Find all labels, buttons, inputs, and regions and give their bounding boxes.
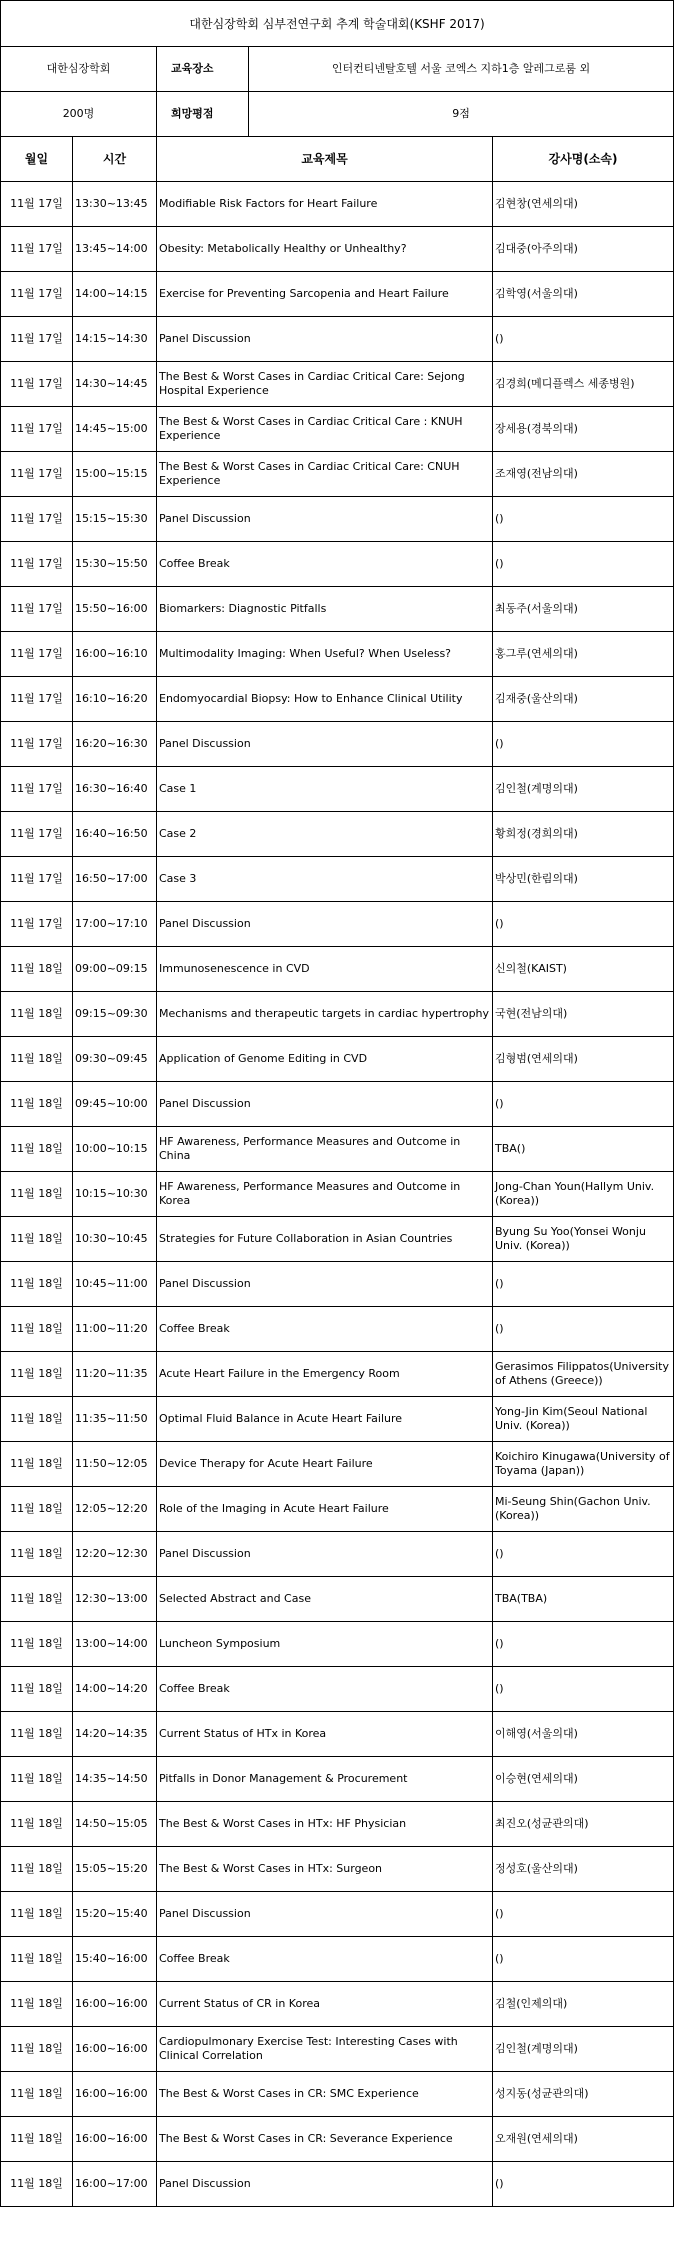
cell-topic: Strategies for Future Collaboration in Asian Countries — [157, 1217, 493, 1262]
cell-date: 11월 17일 — [1, 362, 73, 407]
cell-topic: Modifiable Risk Factors for Heart Failure — [157, 182, 493, 227]
cell-speaker: 김철(인제의대) — [493, 1982, 674, 2027]
table-row — [1, 1982, 674, 2027]
table-row — [1, 2117, 674, 2162]
table-row — [1, 1622, 674, 1667]
cell-speaker: 국현(전남의대) — [493, 992, 674, 1037]
table-row — [1, 1937, 674, 1982]
cell-date: 11월 18일 — [1, 1262, 73, 1307]
table-row — [1, 362, 674, 407]
venue: 인터컨티넨탈호텔 서울 코엑스 지하1층 알레그로룸 외 — [331, 62, 591, 75]
cell-time: 10:15~10:30 — [73, 1172, 157, 1217]
cell-topic: Coffee Break — [157, 542, 493, 587]
cell-speaker: () — [493, 1307, 674, 1352]
cell-speaker: 홍그루(연세의대) — [493, 632, 674, 677]
cell-speaker: 오재원(연세의대) — [493, 2117, 674, 2162]
cell-topic: HF Awareness, Performance Measures and Outcome in Korea — [157, 1172, 493, 1217]
table-row — [1, 947, 674, 992]
cell-topic: Case 2 — [157, 812, 493, 857]
cell-date: 11월 18일 — [1, 1847, 73, 1892]
cell-speaker: Koichiro Kinugawa(University of Toyama (Japan)) — [493, 1442, 674, 1487]
cell-time: 15:30~15:50 — [73, 542, 157, 587]
column-header-speaker: 강사명(소속) — [493, 137, 674, 182]
table-row — [1, 1037, 674, 1082]
column-header-topic: 교육제목 — [157, 137, 493, 182]
cell-speaker: Yong-Jin Kim(Seoul National Univ. (Korea)) — [493, 1397, 674, 1442]
cell-topic: Coffee Break — [157, 1667, 493, 1712]
cell-time: 12:05~12:20 — [73, 1487, 157, 1532]
cell-topic: The Best & Worst Cases in HTx: Surgeon — [157, 1847, 493, 1892]
cell-date: 11월 17일 — [1, 722, 73, 767]
table-row — [1, 2162, 674, 2207]
table-row — [1, 227, 674, 272]
cell-time: 16:30~16:40 — [73, 767, 157, 812]
cell-time: 11:00~11:20 — [73, 1307, 157, 1352]
cell-date: 11월 18일 — [1, 2027, 73, 2072]
cell-time: 17:00~17:10 — [73, 902, 157, 947]
cell-speaker: () — [493, 1082, 674, 1127]
cell-date: 11월 18일 — [1, 1982, 73, 2027]
cell-time: 10:45~11:00 — [73, 1262, 157, 1307]
cell-date: 11월 18일 — [1, 1442, 73, 1487]
cell-topic: Panel Discussion — [157, 1082, 493, 1127]
cell-topic: Panel Discussion — [157, 1262, 493, 1307]
cell-time: 16:00~16:10 — [73, 632, 157, 677]
cell-date: 11월 18일 — [1, 1577, 73, 1622]
cell-topic: Panel Discussion — [157, 2162, 493, 2207]
cell-topic: Case 1 — [157, 767, 493, 812]
table-row — [1, 1352, 674, 1397]
cell-speaker: () — [493, 1892, 674, 1937]
organizer: 대한심장학회 — [1, 47, 157, 92]
table-row — [1, 2072, 674, 2117]
cell-date: 11월 18일 — [1, 1757, 73, 1802]
cell-date: 11월 18일 — [1, 1667, 73, 1712]
cell-topic: Case 3 — [157, 857, 493, 902]
cell-topic: Biomarkers: Diagnostic Pitfalls — [157, 587, 493, 632]
table-row — [1, 722, 674, 767]
cell-time: 15:20~15:40 — [73, 1892, 157, 1937]
cell-topic: Endomyocardial Biopsy: How to Enhance Clinical Utility — [157, 677, 493, 722]
cell-speaker: () — [493, 1622, 674, 1667]
table-row — [1, 1757, 674, 1802]
cell-topic: Pitfalls in Donor Management & Procurement — [157, 1757, 493, 1802]
cell-date: 11월 17일 — [1, 857, 73, 902]
cell-time: 16:40~16:50 — [73, 812, 157, 857]
cell-date: 11월 17일 — [1, 767, 73, 812]
cell-time: 10:00~10:15 — [73, 1127, 157, 1172]
table-row — [1, 1307, 674, 1352]
cell-speaker: 신의철(KAIST) — [493, 947, 674, 992]
table-row — [1, 1892, 674, 1937]
table-row — [1, 1082, 674, 1127]
cell-topic: The Best & Worst Cases in HTx: HF Physician — [157, 1802, 493, 1847]
event-title: 대한심장학회 심부전연구회 추계 학술대회(KSHF 2017) — [1, 1, 674, 47]
table-row — [1, 632, 674, 677]
schedule-rows — [1, 182, 674, 2207]
table-row — [1, 767, 674, 812]
cell-topic: The Best & Worst Cases in Cardiac Critical Care: CNUH Experience — [157, 452, 493, 497]
table-row — [1, 587, 674, 632]
cell-topic: Panel Discussion — [157, 722, 493, 767]
cell-date: 11월 18일 — [1, 1397, 73, 1442]
cell-time: 12:20~12:30 — [73, 1532, 157, 1577]
table-row — [1, 1577, 674, 1622]
cell-speaker: 이승현(연세의대) — [493, 1757, 674, 1802]
cell-topic: The Best & Worst Cases in Cardiac Critical Care : KNUH Experience — [157, 407, 493, 452]
cell-time: 11:20~11:35 — [73, 1352, 157, 1397]
cell-date: 11월 18일 — [1, 1307, 73, 1352]
table-row — [1, 677, 674, 722]
points: 9점 — [452, 107, 470, 120]
cell-speaker: TBA() — [493, 1127, 674, 1172]
cell-time: 14:45~15:00 — [73, 407, 157, 452]
cell-time: 16:50~17:00 — [73, 857, 157, 902]
cell-speaker: 이해영(서울의대) — [493, 1712, 674, 1757]
cell-topic: Application of Genome Editing in CVD — [157, 1037, 493, 1082]
cell-speaker: 김경희(메디플렉스 세종병원) — [493, 362, 674, 407]
cell-topic: Obesity: Metabolically Healthy or Unhealthy? — [157, 227, 493, 272]
cell-date: 11월 18일 — [1, 1172, 73, 1217]
table-row — [1, 452, 674, 497]
cell-speaker: 김인철(계명의대) — [493, 2027, 674, 2072]
cell-speaker: () — [493, 1667, 674, 1712]
cell-time: 13:45~14:00 — [73, 227, 157, 272]
cell-speaker: 황희정(경희의대) — [493, 812, 674, 857]
column-header-date: 월일 — [1, 137, 73, 182]
cell-date: 11월 18일 — [1, 1127, 73, 1172]
column-header-row — [1, 137, 674, 182]
cell-topic: Current Status of HTx in Korea — [157, 1712, 493, 1757]
capacity-row — [1, 92, 674, 137]
table-row — [1, 1487, 674, 1532]
capacity: 200명 — [1, 92, 157, 137]
cell-date: 11월 18일 — [1, 1037, 73, 1082]
cell-speaker: Byung Su Yoo(Yonsei Wonju Univ. (Korea)) — [493, 1217, 674, 1262]
cell-topic: Mechanisms and therapeutic targets in cardiac hypertrophy — [157, 992, 493, 1037]
table-row — [1, 857, 674, 902]
cell-time: 11:35~11:50 — [73, 1397, 157, 1442]
cell-time: 15:15~15:30 — [73, 497, 157, 542]
cell-date: 11월 17일 — [1, 812, 73, 857]
cell-date: 11월 17일 — [1, 182, 73, 227]
cell-date: 11월 18일 — [1, 1802, 73, 1847]
cell-time: 14:20~14:35 — [73, 1712, 157, 1757]
cell-time: 16:00~16:00 — [73, 2117, 157, 2162]
cell-speaker: 정성호(울산의대) — [493, 1847, 674, 1892]
cell-date: 11월 18일 — [1, 1712, 73, 1757]
cell-date: 11월 18일 — [1, 1352, 73, 1397]
cell-time: 10:30~10:45 — [73, 1217, 157, 1262]
cell-topic: Panel Discussion — [157, 497, 493, 542]
cell-speaker: 박상민(한림의대) — [493, 857, 674, 902]
cell-speaker: 성지동(성균관의대) — [493, 2072, 674, 2117]
cell-time: 16:00~16:00 — [73, 1982, 157, 2027]
cell-date: 11월 18일 — [1, 2162, 73, 2207]
cell-topic: Optimal Fluid Balance in Acute Heart Failure — [157, 1397, 493, 1442]
cell-date: 11월 17일 — [1, 317, 73, 362]
cell-time: 13:30~13:45 — [73, 182, 157, 227]
cell-date: 11월 18일 — [1, 1937, 73, 1982]
cell-topic: Panel Discussion — [157, 902, 493, 947]
cell-topic: Current Status of CR in Korea — [157, 1982, 493, 2027]
cell-date: 11월 17일 — [1, 677, 73, 722]
cell-time: 16:20~16:30 — [73, 722, 157, 767]
cell-topic: HF Awareness, Performance Measures and Outcome in China — [157, 1127, 493, 1172]
cell-topic: Coffee Break — [157, 1307, 493, 1352]
cell-topic: Selected Abstract and Case — [157, 1577, 493, 1622]
cell-time: 14:50~15:05 — [73, 1802, 157, 1847]
cell-speaker: Gerasimos Filippatos(University of Athens (Greece)) — [493, 1352, 674, 1397]
cell-date: 11월 18일 — [1, 947, 73, 992]
cell-date: 11월 17일 — [1, 632, 73, 677]
title-row — [1, 1, 674, 47]
cell-speaker: 최진오(성균관의대) — [493, 1802, 674, 1847]
cell-date: 11월 17일 — [1, 407, 73, 452]
table-row — [1, 1217, 674, 1262]
cell-speaker: () — [493, 1532, 674, 1577]
cell-speaker: 김대중(아주의대) — [493, 227, 674, 272]
table-row — [1, 1847, 674, 1892]
cell-time: 16:00~16:00 — [73, 2072, 157, 2117]
cell-date: 11월 18일 — [1, 1487, 73, 1532]
table-row — [1, 1262, 674, 1307]
cell-speaker: () — [493, 497, 674, 542]
cell-date: 11월 18일 — [1, 1217, 73, 1262]
venue-label: 교육장소 — [157, 47, 249, 91]
cell-topic: Acute Heart Failure in the Emergency Room — [157, 1352, 493, 1397]
cell-time: 15:00~15:15 — [73, 452, 157, 497]
cell-date: 11월 17일 — [1, 272, 73, 317]
table-row — [1, 1397, 674, 1442]
cell-date: 11월 17일 — [1, 497, 73, 542]
cell-topic: Exercise for Preventing Sarcopenia and Heart Failure — [157, 272, 493, 317]
cell-time: 09:00~09:15 — [73, 947, 157, 992]
cell-speaker: 김현창(연세의대) — [493, 182, 674, 227]
table-row — [1, 542, 674, 587]
cell-speaker: () — [493, 542, 674, 587]
cell-speaker: () — [493, 1937, 674, 1982]
table-row — [1, 812, 674, 857]
cell-time: 15:05~15:20 — [73, 1847, 157, 1892]
table-row — [1, 902, 674, 947]
cell-time: 14:35~14:50 — [73, 1757, 157, 1802]
cell-speaker: Mi-Seung Shin(Gachon Univ. (Korea)) — [493, 1487, 674, 1532]
cell-date: 11월 18일 — [1, 2117, 73, 2162]
table-row — [1, 182, 674, 227]
cell-speaker: 김학영(서울의대) — [493, 272, 674, 317]
table-row — [1, 1532, 674, 1577]
cell-time: 09:15~09:30 — [73, 992, 157, 1037]
venue-row — [1, 47, 674, 92]
cell-time: 15:40~16:00 — [73, 1937, 157, 1982]
cell-time: 14:15~14:30 — [73, 317, 157, 362]
cell-topic: Multimodality Imaging: When Useful? When Useless? — [157, 632, 493, 677]
cell-topic: Device Therapy for Acute Heart Failure — [157, 1442, 493, 1487]
cell-topic: Luncheon Symposium — [157, 1622, 493, 1667]
table-row — [1, 2027, 674, 2072]
cell-time: 15:50~16:00 — [73, 587, 157, 632]
cell-date: 11월 17일 — [1, 542, 73, 587]
cell-time: 14:30~14:45 — [73, 362, 157, 407]
cell-topic: The Best & Worst Cases in CR: SMC Experience — [157, 2072, 493, 2117]
cell-date: 11월 18일 — [1, 1622, 73, 1667]
cell-date: 11월 18일 — [1, 2072, 73, 2117]
cell-topic: Role of the Imaging in Acute Heart Failure — [157, 1487, 493, 1532]
cell-date: 11월 17일 — [1, 587, 73, 632]
cell-speaker: () — [493, 902, 674, 947]
cell-time: 16:00~17:00 — [73, 2162, 157, 2207]
table-row — [1, 1172, 674, 1217]
cell-topic: The Best & Worst Cases in CR: Severance Experience — [157, 2117, 493, 2162]
cell-time: 16:10~16:20 — [73, 677, 157, 722]
cell-time: 12:30~13:00 — [73, 1577, 157, 1622]
table-row — [1, 1802, 674, 1847]
table-row — [1, 1667, 674, 1712]
cell-date: 11월 17일 — [1, 227, 73, 272]
table-row — [1, 272, 674, 317]
cell-time: 14:00~14:20 — [73, 1667, 157, 1712]
column-header-time: 시간 — [73, 137, 157, 182]
table-row — [1, 1442, 674, 1487]
cell-time: 09:45~10:00 — [73, 1082, 157, 1127]
cell-date: 11월 18일 — [1, 1082, 73, 1127]
cell-time: 13:00~14:00 — [73, 1622, 157, 1667]
points-label: 희망평점 — [157, 92, 249, 136]
cell-date: 11월 18일 — [1, 1892, 73, 1937]
cell-topic: Panel Discussion — [157, 1532, 493, 1577]
cell-time: 14:00~14:15 — [73, 272, 157, 317]
cell-speaker: () — [493, 317, 674, 362]
table-row — [1, 497, 674, 542]
cell-speaker: 김재중(울산의대) — [493, 677, 674, 722]
cell-time: 09:30~09:45 — [73, 1037, 157, 1082]
cell-topic: Panel Discussion — [157, 317, 493, 362]
cell-speaker: 김인철(계명의대) — [493, 767, 674, 812]
cell-speaker: () — [493, 2162, 674, 2207]
table-row — [1, 992, 674, 1037]
cell-speaker: 최동주(서울의대) — [493, 587, 674, 632]
table-row — [1, 1127, 674, 1172]
cell-topic: Cardiopulmonary Exercise Test: Interesting Cases with Clinical Correlation — [157, 2027, 493, 2072]
cell-speaker: () — [493, 722, 674, 767]
cell-topic: The Best & Worst Cases in Cardiac Critical Care: Sejong Hospital Experience — [157, 362, 493, 407]
cell-date: 11월 18일 — [1, 1532, 73, 1577]
cell-speaker: 장세용(경북의대) — [493, 407, 674, 452]
cell-topic: Coffee Break — [157, 1937, 493, 1982]
cell-speaker: 김형범(연세의대) — [493, 1037, 674, 1082]
cell-topic: Panel Discussion — [157, 1892, 493, 1937]
cell-time: 11:50~12:05 — [73, 1442, 157, 1487]
cell-speaker: Jong-Chan Youn(Hallym Univ. (Korea)) — [493, 1172, 674, 1217]
table-row — [1, 317, 674, 362]
cell-speaker: 조재영(전남의대) — [493, 452, 674, 497]
cell-date: 11월 17일 — [1, 902, 73, 947]
table-row — [1, 407, 674, 452]
cell-date: 11월 17일 — [1, 452, 73, 497]
cell-topic: Immunosenescence in CVD — [157, 947, 493, 992]
table-row — [1, 1712, 674, 1757]
cell-speaker: TBA(TBA) — [493, 1577, 674, 1622]
cell-speaker: () — [493, 1262, 674, 1307]
cell-date: 11월 18일 — [1, 992, 73, 1037]
cell-time: 16:00~16:00 — [73, 2027, 157, 2072]
